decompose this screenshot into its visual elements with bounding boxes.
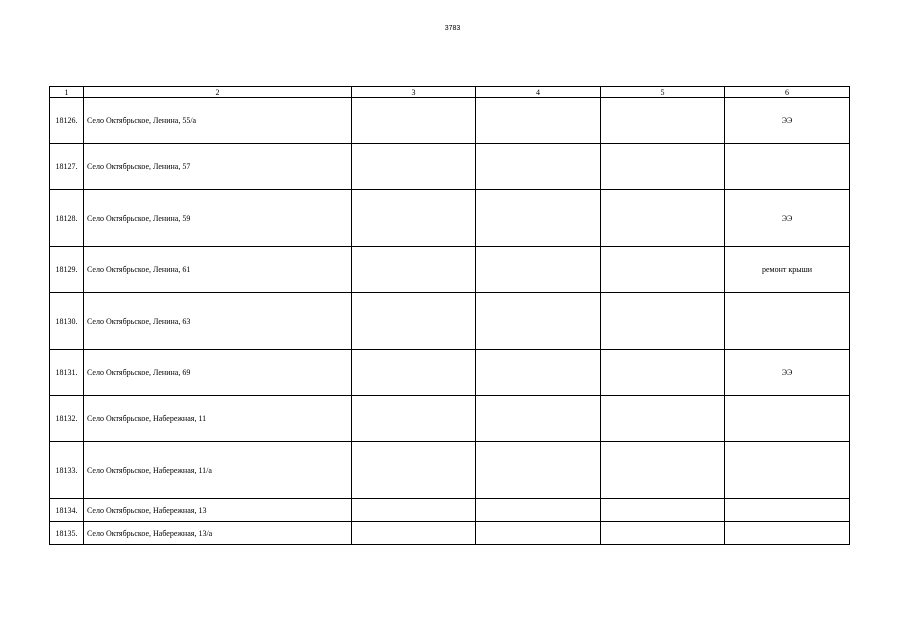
register-table: [49, 86, 850, 545]
header-col-5: 5: [601, 87, 725, 98]
row-number: 18133.: [50, 442, 84, 499]
header-col-6: 6: [725, 87, 850, 98]
table-row: [50, 190, 850, 247]
row-address: Село Октябрьское, Ленина, 55/а: [84, 98, 352, 144]
row-col-5: [601, 144, 725, 190]
row-col-5: [601, 293, 725, 350]
header-col-2: 2: [84, 87, 352, 98]
row-address: Село Октябрьское, Ленина, 59: [84, 190, 352, 247]
row-address: Село Октябрьское, Набережная, 11/а: [84, 442, 352, 499]
row-col-6: ЭЭ: [725, 98, 850, 144]
row-col-4: [476, 293, 601, 350]
row-address: Село Октябрьское, Ленина, 57: [84, 144, 352, 190]
row-col-6: [725, 293, 850, 350]
row-col-3: [352, 190, 476, 247]
row-number: 18129.: [50, 247, 84, 293]
row-col-3: [352, 499, 476, 522]
row-col-6: ЭЭ: [725, 350, 850, 396]
table-row: [50, 350, 850, 396]
table-row: [50, 247, 850, 293]
row-col-6: [725, 442, 850, 499]
table-row: [50, 144, 850, 190]
row-col-4: [476, 144, 601, 190]
row-col-3: [352, 144, 476, 190]
row-number: 18130.: [50, 293, 84, 350]
row-number: 18134.: [50, 499, 84, 522]
table-row: [50, 293, 850, 350]
row-col-3: [352, 442, 476, 499]
row-address: Село Октябрьское, Ленина, 69: [84, 350, 352, 396]
row-col-4: [476, 247, 601, 293]
header-row: [50, 87, 850, 98]
row-col-6: [725, 144, 850, 190]
row-address: Село Октябрьское, Ленина, 61: [84, 247, 352, 293]
row-address: Село Октябрьское, Набережная, 13: [84, 499, 352, 522]
table-row: [50, 522, 850, 545]
table-row: [50, 98, 850, 144]
row-col-4: [476, 396, 601, 442]
table-row: [50, 499, 850, 522]
row-col-5: [601, 350, 725, 396]
row-col-3: [352, 247, 476, 293]
row-col-5: [601, 442, 725, 499]
header-col-1: 1: [50, 87, 84, 98]
row-number: 18131.: [50, 350, 84, 396]
row-col-6: [725, 499, 850, 522]
row-col-5: [601, 396, 725, 442]
header-col-3: 3: [352, 87, 476, 98]
row-col-3: [352, 350, 476, 396]
row-col-5: [601, 522, 725, 545]
row-col-3: [352, 396, 476, 442]
row-col-4: [476, 350, 601, 396]
row-number: 18128.: [50, 190, 84, 247]
row-address: Село Октябрьское, Ленина, 63: [84, 293, 352, 350]
table-row: [50, 396, 850, 442]
row-col-4: [476, 190, 601, 247]
table-row: [50, 442, 850, 499]
row-col-3: [352, 98, 476, 144]
row-number: 18135.: [50, 522, 84, 545]
row-col-5: [601, 190, 725, 247]
row-col-6: ЭЭ: [725, 190, 850, 247]
row-address: Село Октябрьское, Набережная, 13/а: [84, 522, 352, 545]
row-col-4: [476, 499, 601, 522]
row-col-5: [601, 98, 725, 144]
row-col-6: [725, 396, 850, 442]
row-col-5: [601, 499, 725, 522]
row-col-4: [476, 98, 601, 144]
row-col-3: [352, 293, 476, 350]
row-col-6: ремонт крыши: [725, 247, 850, 293]
row-col-6: [725, 522, 850, 545]
row-col-5: [601, 247, 725, 293]
row-col-4: [476, 522, 601, 545]
row-col-3: [352, 522, 476, 545]
row-col-4: [476, 442, 601, 499]
header-col-4: 4: [476, 87, 601, 98]
row-number: 18132.: [50, 396, 84, 442]
row-address: Село Октябрьское, Набережная, 11: [84, 396, 352, 442]
row-number: 18126.: [50, 98, 84, 144]
page-number: 3783: [444, 25, 461, 32]
row-number: 18127.: [50, 144, 84, 190]
